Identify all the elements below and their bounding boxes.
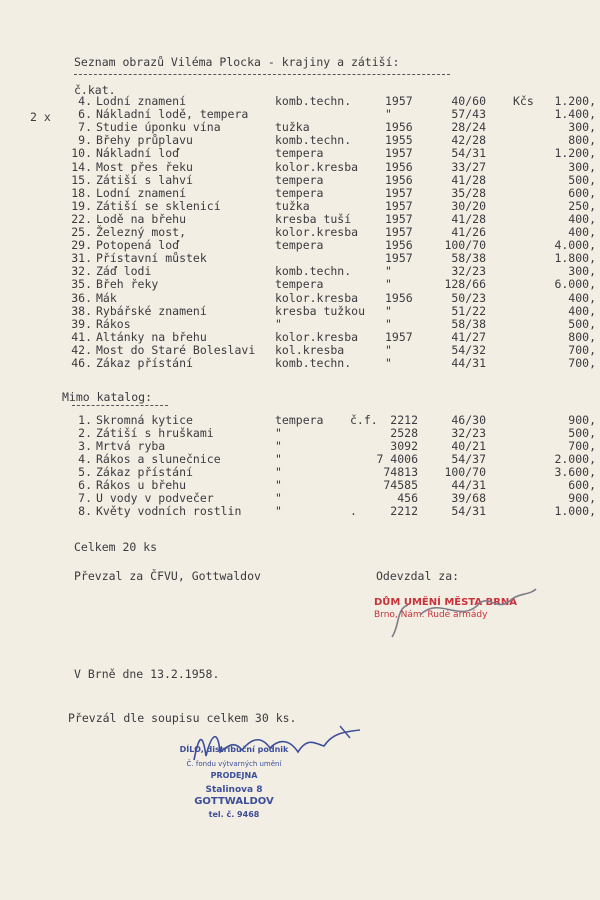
catalog-row bbox=[0, 265, 600, 278]
painting-title: Břeh řeky bbox=[96, 277, 159, 292]
painting-title: Rákos a slunečnice bbox=[96, 452, 221, 466]
catalog-row bbox=[0, 318, 600, 331]
item-number: 7. bbox=[78, 491, 92, 505]
price: 1.400, bbox=[554, 107, 596, 122]
technique: tempera bbox=[275, 172, 324, 187]
painting-title: Rybářské znamení bbox=[96, 303, 207, 318]
price: 300, bbox=[568, 264, 596, 279]
catalog-number: 9. bbox=[78, 133, 92, 148]
catalog-row bbox=[0, 331, 600, 344]
technique: komb.techn. bbox=[275, 264, 352, 279]
year: 1957 bbox=[385, 329, 413, 344]
extra-row bbox=[0, 505, 600, 518]
handed-over-label: Odevzdal za: bbox=[376, 569, 460, 583]
painting-title: Most přes řeku bbox=[96, 159, 193, 174]
dimensions: 54/31 bbox=[451, 146, 486, 161]
technique: tempera bbox=[275, 277, 324, 292]
item-number: 8. bbox=[78, 504, 92, 518]
dimensions: 54/37 bbox=[451, 452, 486, 466]
year: 1957 bbox=[385, 94, 413, 108]
inventory-number: 2212 bbox=[390, 413, 418, 427]
blue-stamp-line4: Stalinova 8 bbox=[205, 785, 263, 795]
painting-title: Břehy průplavu bbox=[96, 133, 193, 148]
dimensions: 51/22 bbox=[451, 303, 486, 318]
title-dashed-rule bbox=[74, 74, 450, 75]
catalog-number: 32. bbox=[71, 264, 92, 279]
item-number: 6. bbox=[78, 478, 92, 492]
catalog-number-label: č.kat. bbox=[74, 83, 116, 97]
year: 1957 bbox=[385, 251, 413, 266]
price: 1.800, bbox=[554, 251, 596, 266]
dimensions: 41/28 bbox=[451, 172, 486, 187]
catalog-row bbox=[0, 305, 600, 318]
catalog-row bbox=[0, 107, 600, 124]
year: 1957 bbox=[385, 211, 413, 226]
dimensions: 54/31 bbox=[451, 504, 486, 518]
dimensions: 28/24 bbox=[451, 120, 486, 135]
dimensions: 58/38 bbox=[451, 316, 486, 331]
painting-title: Mrtvá ryba bbox=[96, 439, 166, 453]
year: 1956 bbox=[385, 290, 413, 305]
year: " bbox=[385, 356, 392, 370]
year: 1957 bbox=[385, 225, 413, 239]
technique: tužka bbox=[275, 198, 310, 213]
technique: komb.techn. bbox=[275, 356, 352, 370]
catalog-number: 42. bbox=[71, 342, 92, 357]
technique: kolor.kresba bbox=[275, 225, 359, 239]
year: 1957 bbox=[385, 185, 413, 200]
year: 1956 bbox=[385, 172, 413, 187]
technique: tempera bbox=[275, 185, 324, 200]
technique: " bbox=[275, 452, 282, 466]
catalog-number: 6. bbox=[78, 107, 92, 122]
painting-title: Lodě na břehu bbox=[96, 211, 187, 226]
item-number: 5. bbox=[78, 465, 92, 479]
catalog-number: 29. bbox=[71, 238, 92, 253]
received-by: Převzal za ČFVU, Gottwaldov bbox=[74, 569, 261, 583]
price: 4.000, bbox=[554, 238, 596, 253]
inventory-number: 456 bbox=[397, 491, 418, 505]
technique: tužka bbox=[275, 120, 310, 135]
catalog-row bbox=[0, 200, 600, 213]
dimensions: 128/66 bbox=[444, 277, 486, 292]
painting-title: Most do Staré Boleslavi bbox=[96, 342, 256, 357]
catalog-number: 19. bbox=[71, 198, 92, 213]
blue-stamp-line6: tel. č. 9468 bbox=[208, 810, 260, 819]
dimensions: 50/23 bbox=[451, 290, 486, 305]
painting-title: Zátiší se sklenicí bbox=[96, 198, 221, 213]
catalog-row bbox=[0, 252, 600, 265]
catalog-number: 15. bbox=[71, 172, 92, 187]
technique: " bbox=[275, 478, 282, 492]
technique: kolor.kresba bbox=[275, 290, 359, 305]
catalog-row bbox=[0, 147, 600, 160]
price: 2.000, bbox=[554, 452, 596, 466]
price: 600, bbox=[568, 478, 596, 492]
price: 500, bbox=[568, 316, 596, 331]
painting-title: Zátiší s lahví bbox=[96, 172, 193, 187]
catalog-number: 39. bbox=[71, 316, 92, 331]
catalog-number: 38. bbox=[71, 303, 92, 318]
dimensions: 41/27 bbox=[451, 329, 486, 344]
inventory-number: 74585 bbox=[383, 478, 418, 492]
year: " bbox=[385, 303, 392, 318]
year: " bbox=[385, 316, 392, 331]
price: 700, bbox=[568, 439, 596, 453]
catalog-number: 7. bbox=[78, 120, 92, 135]
catalog-row bbox=[0, 121, 600, 134]
painting-title: Studie úponku vína bbox=[96, 120, 221, 135]
price: 900, bbox=[568, 491, 596, 505]
total-count: Celkem 20 ks bbox=[74, 540, 158, 554]
year: 1957 bbox=[385, 146, 413, 161]
red-stamp-line2: Brno, Nám. Rudé armády bbox=[374, 610, 488, 620]
price: 300, bbox=[568, 120, 596, 135]
dimensions: 40/21 bbox=[451, 439, 486, 453]
year: 1956 bbox=[385, 238, 413, 253]
dimensions: 57/43 bbox=[451, 107, 486, 122]
catalog-row bbox=[0, 161, 600, 174]
price: 400, bbox=[568, 303, 596, 318]
dimensions: 44/31 bbox=[451, 356, 486, 370]
item-number: 1. bbox=[78, 413, 92, 427]
year: 1956 bbox=[385, 120, 413, 135]
catalog-row bbox=[0, 357, 600, 370]
catalog-number: 14. bbox=[71, 159, 92, 174]
margin-note: 2 x bbox=[30, 110, 51, 124]
price: 900, bbox=[568, 413, 596, 427]
red-stamp-line1: DŮM UMĚNÍ MĚSTA BRNA bbox=[374, 597, 518, 608]
dimensions: 30/20 bbox=[451, 198, 486, 213]
year: 1955 bbox=[385, 133, 413, 148]
blue-stamp-line2: Č. fondu výtvarných umění bbox=[186, 760, 282, 768]
item-number: 3. bbox=[78, 439, 92, 453]
item-number: 4. bbox=[78, 452, 92, 466]
painting-title: Rákos bbox=[96, 316, 131, 331]
dimensions: 32/23 bbox=[451, 426, 486, 440]
painting-title: Zákaz přístání bbox=[96, 465, 193, 479]
year: " bbox=[385, 342, 392, 357]
price: 1.000, bbox=[554, 504, 596, 518]
currency-label: Kčs bbox=[513, 94, 534, 108]
painting-title: Nákladní loď bbox=[96, 146, 180, 161]
catalog-row bbox=[0, 174, 600, 187]
blue-stamp-line5: GOTTWALDOV bbox=[194, 796, 274, 807]
dimensions: 58/38 bbox=[451, 251, 486, 266]
catalog-row bbox=[0, 344, 600, 357]
technique: kolor.kresba bbox=[275, 159, 359, 174]
painting-title: Zákaz přístání bbox=[96, 356, 193, 370]
catalog-row bbox=[0, 95, 600, 108]
blue-stamp-line1: DÍLO, distribuční podnik bbox=[179, 745, 289, 754]
painting-title: Lodní znamení bbox=[96, 185, 187, 200]
painting-title: Květy vodních rostlin bbox=[96, 504, 242, 518]
technique: kol.kresba bbox=[275, 342, 345, 357]
price: 700, bbox=[568, 356, 596, 370]
dimensions: 33/27 bbox=[451, 159, 486, 174]
catalog-number: 18. bbox=[71, 185, 92, 200]
technique: komb.techn. bbox=[275, 94, 352, 108]
price: 600, bbox=[568, 185, 596, 200]
dimensions: 100/70 bbox=[444, 238, 486, 253]
received-total: Převzál dle soupisu celkem 30 ks. bbox=[68, 711, 297, 725]
catalog-number: 22. bbox=[71, 211, 92, 226]
painting-title: Zátiší s hruškami bbox=[96, 426, 214, 440]
price: 800, bbox=[568, 133, 596, 148]
item-number: 2. bbox=[78, 426, 92, 440]
technique: tempera bbox=[275, 413, 324, 427]
price: 1.200, bbox=[554, 94, 596, 108]
place-date: V Brně dne 13.2.1958. bbox=[74, 667, 220, 681]
extra-dashed-rule bbox=[72, 405, 168, 406]
year: " bbox=[385, 277, 392, 292]
catalog-number: 35. bbox=[71, 277, 92, 292]
catalog-number: 46. bbox=[71, 356, 92, 370]
painting-title: Altánky na břehu bbox=[96, 329, 207, 344]
painting-title: Rákos u břehu bbox=[96, 478, 187, 492]
catalog-row bbox=[0, 278, 600, 291]
price: 400, bbox=[568, 211, 596, 226]
painting-title: Lodní znamení bbox=[96, 94, 187, 108]
technique: " bbox=[275, 439, 282, 453]
inventory-number: 3092 bbox=[390, 439, 418, 453]
price: 250, bbox=[568, 198, 596, 213]
dimensions: 54/32 bbox=[451, 342, 486, 357]
year: " bbox=[385, 264, 392, 279]
catalog-number: 36. bbox=[71, 290, 92, 305]
year: 1956 bbox=[385, 159, 413, 174]
blue-stamp-line3: PRODEJNA bbox=[210, 771, 258, 780]
technique: kresba tuší bbox=[275, 211, 352, 226]
technique: " bbox=[275, 426, 282, 440]
catalog-row bbox=[0, 226, 600, 239]
dimensions: 40/60 bbox=[451, 94, 486, 108]
technique: " bbox=[275, 316, 282, 331]
price: 3.600, bbox=[554, 465, 596, 479]
technique: " bbox=[275, 504, 282, 518]
extra-heading: Mimo katalog: bbox=[62, 390, 153, 404]
technique: kolor.kresba bbox=[275, 329, 359, 344]
dimensions: 39/68 bbox=[451, 491, 486, 505]
catalog-number: 25. bbox=[71, 225, 92, 239]
inventory-number: 2528 bbox=[390, 426, 418, 440]
inventory-number: 2212 bbox=[390, 504, 418, 518]
technique: tempera bbox=[275, 146, 324, 161]
catalog-number: 4. bbox=[78, 94, 92, 108]
painting-title: Záď lodi bbox=[96, 264, 152, 279]
price: 500, bbox=[568, 426, 596, 440]
painting-title: U vody v podvečer bbox=[96, 491, 214, 505]
painting-title: Mák bbox=[96, 290, 117, 305]
painting-title: Potopená loď bbox=[96, 238, 180, 253]
catalog-number: 41. bbox=[71, 329, 92, 344]
signature-red-area bbox=[380, 585, 550, 645]
dimensions: 35/28 bbox=[451, 185, 486, 200]
dimensions: 32/23 bbox=[451, 264, 486, 279]
painting-title: Nákladní lodě, tempera bbox=[96, 107, 249, 122]
dimensions: 42/28 bbox=[451, 133, 486, 148]
inventory-number: 7 4006 bbox=[376, 452, 418, 466]
year: 1957 bbox=[385, 198, 413, 213]
catalog-row bbox=[0, 187, 600, 200]
painting-title: Přístavní můstek bbox=[96, 251, 207, 266]
price: 400, bbox=[568, 290, 596, 305]
year: " bbox=[385, 107, 392, 122]
painting-title: Skromná kytice bbox=[96, 413, 193, 427]
catalog-row bbox=[0, 292, 600, 305]
price: 400, bbox=[568, 225, 596, 239]
catalog-row bbox=[0, 213, 600, 226]
catalog-row bbox=[0, 134, 600, 147]
document-title: Seznam obrazů Viléma Plocka - krajiny a zátiší: bbox=[74, 55, 400, 69]
catalog-number: 31. bbox=[71, 251, 92, 266]
technique: kresba tužkou bbox=[275, 303, 366, 318]
price: 1.200, bbox=[554, 146, 596, 161]
dimensions: 41/26 bbox=[451, 225, 486, 239]
painting-title: Železný most, bbox=[96, 225, 187, 239]
price: 800, bbox=[568, 329, 596, 344]
inventory-number: 74813 bbox=[383, 465, 418, 479]
price: 6.000, bbox=[554, 277, 596, 292]
fund-label: č.f. bbox=[350, 413, 378, 427]
technique: " bbox=[275, 465, 282, 479]
technique: tempera bbox=[275, 238, 324, 253]
technique: komb.techn. bbox=[275, 133, 352, 148]
dimensions: 41/28 bbox=[451, 211, 486, 226]
dimensions: 46/30 bbox=[451, 413, 486, 427]
dimensions: 44/31 bbox=[451, 478, 486, 492]
fund-label: . bbox=[350, 504, 357, 518]
price: 700, bbox=[568, 342, 596, 357]
price: 300, bbox=[568, 159, 596, 174]
catalog-row bbox=[0, 239, 600, 252]
technique: " bbox=[275, 491, 282, 505]
price: 500, bbox=[568, 172, 596, 187]
catalog-number: 10. bbox=[71, 146, 92, 161]
dimensions: 100/70 bbox=[444, 465, 486, 479]
